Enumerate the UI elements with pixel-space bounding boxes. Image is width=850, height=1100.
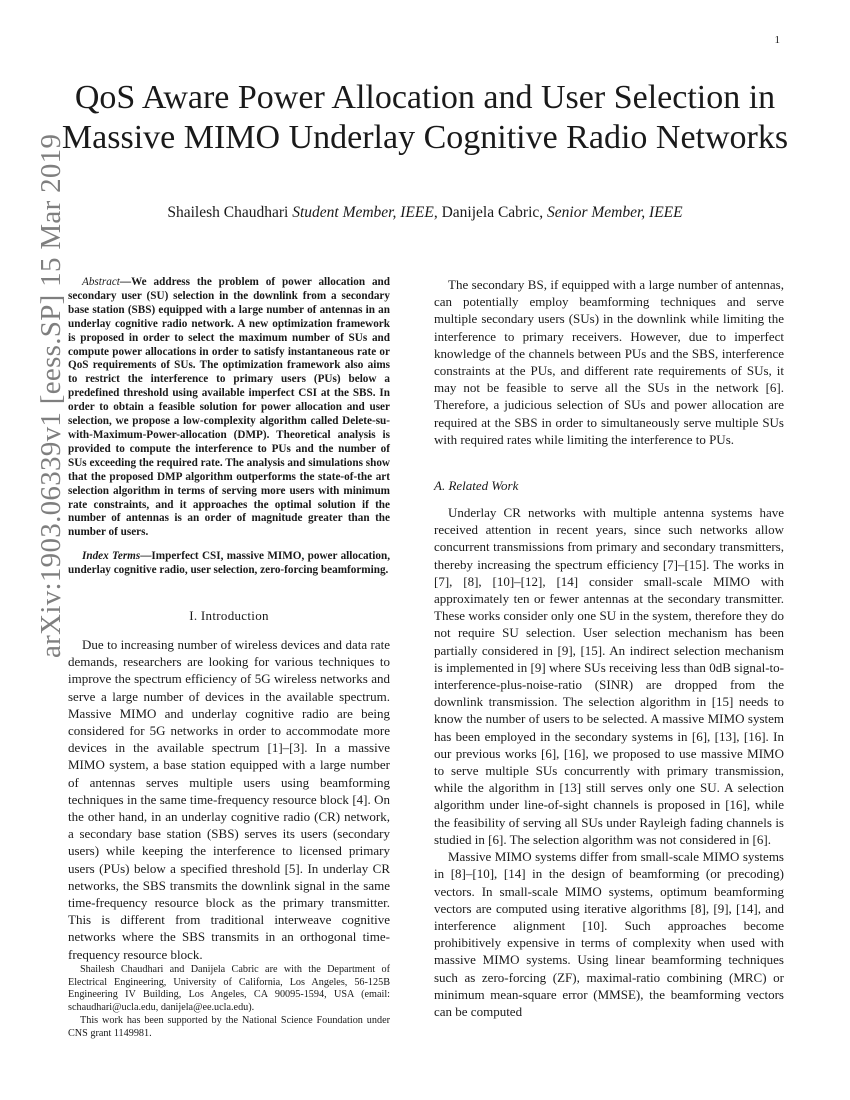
footnote-funding: This work has been supported by the National Science Foundation under CNS grant 1149981. bbox=[68, 1015, 390, 1039]
author-2-name: Danijela Cabric bbox=[441, 204, 540, 221]
author-1-name: Shailesh Chaudhari bbox=[167, 204, 289, 221]
author-line: Shailesh Chaudhari Student Member, IEEE, Danijela Cabric, Senior Member, IEEE bbox=[167, 204, 683, 221]
paper-title: QoS Aware Power Allocation and User Selection in Massive MIMO Underlay Cognitive Radio Networks bbox=[61, 79, 789, 156]
footnotes bbox=[68, 964, 390, 1042]
author-1-role: Student Member, IEEE bbox=[292, 204, 434, 221]
abstract bbox=[68, 276, 390, 540]
arxiv-stamp bbox=[15, 133, 67, 658]
abstract-text: —We address the problem of power allocation and secondary user (SU) selection in the downlink from a secondary base station (SBS) equipped with a large number of antennas in an underlay cognitive radio network. A new optimization framework is proposed in order to select the maximum number of SUs and compute power allocations in order to satisfy instantaneous rate or QoS requirements of SUs. The optimization framework also aims to restrict the interference to primary users (PUs) below a predefined threshold using available imperfect CSI at the SBS. In order to obtain a feasible solution for power allocation and user selection, we propose a low-complexity algorithm called Delete-su-with-Maximum-Power-allocation (DMP). Theoretical analysis is provided to compute the interference to PUs and the number of SUs exceeding the required rate. The analysis and simulations show that the proposed DMP algorithm outperforms the state-of-the art selection algorithm in terms of serving more users with minimum rate constraints, and it approaches the optimal solution if the number of antennas is an order of magnitude greater than the number of users. bbox=[68, 276, 390, 539]
index-terms-text: —Imperfect CSI, massive MIMO, power allocation, underlay cognitive radio, user selection, zero-forcing beamforming. bbox=[68, 550, 390, 577]
page-number: 1 bbox=[774, 34, 780, 46]
intro-paragraph-2: The secondary BS, if equipped with a large number of antennas, can potentially employ beamforming techniques and serve multiple secondary users (SUs) in the downlink while limiting the interference to primary receivers. However, due to imperfect knowledge of the channels between PUs and the SBS, interference constraints at the PUs, and different rate requirements of SUs, it may not be feasible to serve all the SUs in the network [6]. Therefore, a judicious selection of SUs and power allocation are required at the SBS in order to simultaneously serve multiple SUs with required rates while limiting the interference to PUs. bbox=[434, 277, 784, 447]
left-column bbox=[68, 276, 390, 963]
arxiv-identifier: arXiv:1903.06339v1 [eess.SP] 15 Mar 2019 bbox=[35, 133, 67, 658]
footnote-affiliation: Shailesh Chaudhari and Danijela Cabric are with the Department of Electrical Engineering, University of California, Los Angeles, 56-125B Engineering IV Building, Los Angeles, CA 90095-1594, USA (email: schaudhari@ucla.edu, danijela@ee.ucla.edu). bbox=[68, 964, 390, 1013]
abstract-label: Abstract bbox=[82, 276, 120, 288]
related-work-paragraph-1: Underlay CR networks with multiple antenna systems have received attention in recent years, since such networks allow concurrent transmissions from primary and secondary transmitters, thereby increasing the spectrum efficiency [7]–[15]. The works in [7], [8], [10]–[12], [14] consider small-scale MIMO with approximately ten or fewer antennas at the secondary transmitter. These works consider only one SU in the system, therefore they do not require SU selection. User selection mechanism has been partially considered in [9], [15]. An indirect selection mechanism is implemented in [9] where SUs receiving less than 0dB signal-to-interference-plus-noise-ratio (SINR) are dropped from the downlink transmission. The selection algorithm in [15] needs to know the number of users to be selected. A massive MIMO system has been employed in the secondary systems in [6], [13], [16]. In our previous works [6], [16], we proposed to use massive MIMO to serve multiple SUs concurrently with primary transmission, while the algorithm in [13] still serves only one SU. A selection algorithm under line-of-sight channels is proposed in [16], while the feasibility of serving all SUs under Rayleigh fading channels is studied in [6]. The selection algorithm was not considered in [6]. bbox=[434, 505, 784, 847]
index-terms-label: Index Terms bbox=[82, 550, 141, 563]
index-terms bbox=[68, 550, 390, 578]
subsection-heading-related-work: A. Related Work bbox=[434, 478, 519, 494]
intro-paragraph-1: Due to increasing number of wireless devices and data rate demands, researchers are looking for various techniques to improve the spectrum efficiency of 5G wireless networks and serve a large number of devices in the available spectrum. Massive MIMO and underlay cognitive radio are being considered for 5G networks in order to accommodate more devices in the available spectrum [1]–[3]. In a massive MIMO system, a base station equipped with a large number of antennas serves multiple users using beamforming techniques in the same time-frequency resource block [4]. On the other hand, in an underlay cognitive radio (CR) network, a secondary base station (SBS) serves its users (secondary users) while keeping the interference to licensed primary users (PUs) below a specified threshold [5]. In underlay CR networks, the SBS transmits the downlink signal in the same time-frequency resource block as the primary transmitter. This is different from traditional interweave cognitive networks where the SBS transmits in an orthogonal time-frequency resource block. bbox=[68, 637, 390, 962]
author-2-role: Senior Member, IEEE bbox=[547, 204, 683, 221]
related-work-paragraph-2: Massive MIMO systems differ from small-scale MIMO systems in [8]–[10], [14] in the design of beamforming (or precoding) vectors. In small-scale MIMO systems, optimum beamforming vectors are computed using iterative algorithms [8], [9], [14], and interference alignment [10]. Such approaches become prohibitively expensive in terms of complexity when used with massive MIMO systems. Using linear beamforming techniques such as zero-forcing (ZF), maximal-ratio combining (MRC) or minimum mean-square error (MMSE), the beamforming vectors can be computed bbox=[434, 849, 784, 1019]
right-column bbox=[434, 276, 784, 1020]
section-heading-introduction: I. Introduction bbox=[189, 608, 269, 624]
